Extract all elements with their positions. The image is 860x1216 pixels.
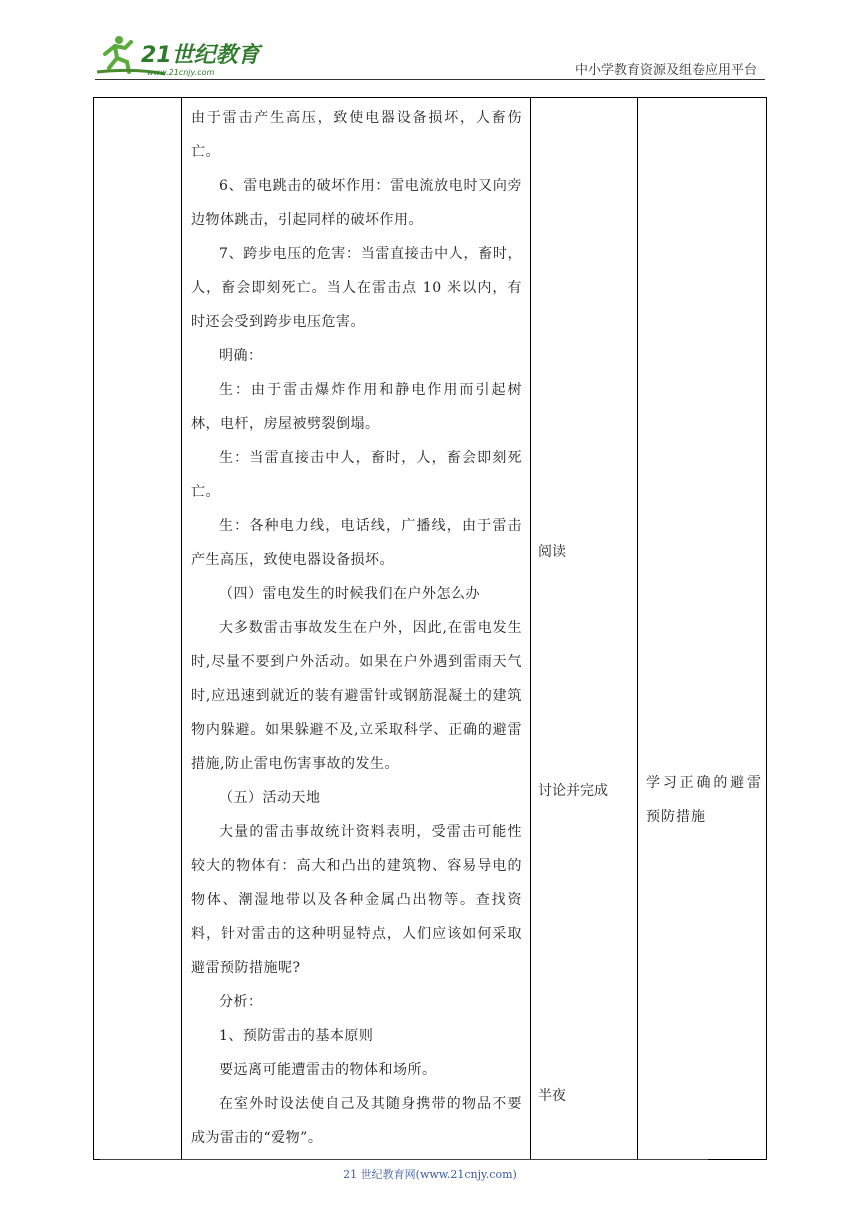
content-paragraph: 1、预防雷击的基本原则	[219, 1028, 374, 1044]
footer-text: 21 世纪教育网(www.21cnjy.com)	[343, 1168, 517, 1181]
content-paragraph: 生：由于雷击爆炸作用和静电作用而引起树林，电杆，房屋被劈裂倒塌。	[191, 382, 522, 432]
table-cell-empty	[94, 98, 182, 1160]
table-row	[94, 98, 767, 1160]
content-paragraph: 由于雷击产生高压，致使电器设备损坏，人畜伤亡。	[191, 110, 522, 160]
content-paragraph: 在室外时设法使自己及其随身携带的物品不要成为雷击的“爱物”。	[191, 1096, 522, 1146]
svg-text:www.21cnjy.com: www.21cnjy.com	[147, 68, 215, 77]
content-paragraph: 6、雷电跳击的破坏作用：雷电流放电时又向旁边物体跳击，引起同样的破坏作用。	[191, 178, 522, 228]
content-paragraph: （四）雷电发生的时候我们在户外怎么办	[219, 586, 480, 602]
content-paragraph: 大量的雷击事故统计资料表明，受雷击可能性较大的物体有：高大和凸出的建筑物、容易导电的物体、潮湿地带以及各种金属凸出物等。查找资料，针对雷击的这种明显特点，人们应该如何采取避雷预防措施呢?	[191, 824, 522, 976]
content-paragraph: （五）活动天地	[219, 790, 321, 806]
table-cell-content	[182, 98, 531, 1160]
logo-figure-head	[115, 36, 123, 44]
site-logo	[95, 28, 265, 80]
activity-midnight: 半夜	[538, 1088, 566, 1104]
content-paragraph: 要远离可能遭雷击的物体和场所。	[219, 1062, 437, 1078]
table-cell-design-intent	[638, 98, 767, 1160]
content-paragraph: 明确：	[219, 348, 263, 364]
table-cell-student-activity	[531, 98, 638, 1160]
page-header	[95, 28, 765, 80]
header-divider	[95, 79, 765, 80]
content-paragraph: 生：当雷直接击中人，畜时，人，畜会即刻死亡。	[191, 450, 522, 500]
design-intent-text: 学习正确的避雷预防措施	[646, 775, 762, 825]
svg-text:21世纪教育: 21世纪教育	[141, 43, 260, 68]
activity-read: 阅读	[538, 544, 566, 560]
content-paragraph: 大多数雷击事故发生在户外，因此,在雷电发生时,尽量不要到户外活动。如果在户外遇到雷雨天气时,应迅速到就近的装有避雷针或钢筋混凝土的建筑物内躲避。如果躲避不及,立采取科学、正确的避雷措施,防止雷电伤害事故的发生。	[191, 620, 522, 772]
content-paragraph: 生：各种电力线，电话线，广播线，由于雷击产生高压，致使电器设备损坏。	[191, 518, 522, 568]
platform-title: 中小学教育资源及组卷应用平台	[574, 63, 757, 78]
content-paragraph: 7、跨步电压的危害：当雷直接击中人，畜时，人，畜会即刻死亡。当人在雷击点 10 米以内，有时还会受到跨步电压危害。	[191, 246, 522, 330]
teaching-content	[182, 98, 530, 1159]
activity-discuss: 讨论并完成	[538, 783, 608, 799]
lesson-table	[93, 97, 767, 1160]
content-paragraph: 分析：	[219, 994, 263, 1010]
footer-divider	[100, 1159, 708, 1160]
